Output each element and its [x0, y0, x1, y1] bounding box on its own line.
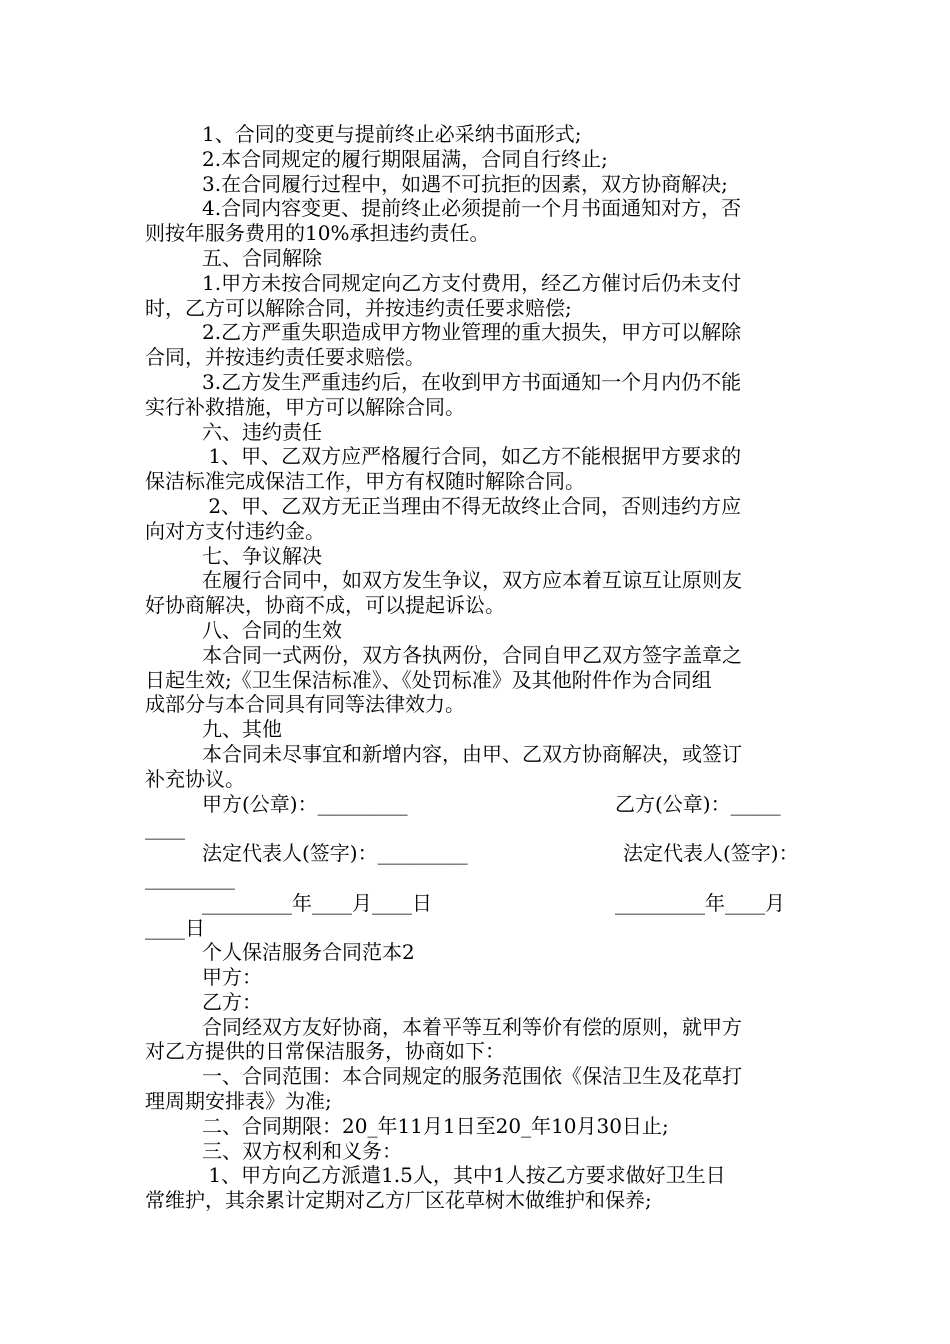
paragraph-line: 日起生效;《卫生保洁标准》、《处罚标准》及其他附件作为合同组 [145, 667, 712, 692]
paragraph-line: 4.合同内容变更、提前终止必须提前一个月书面通知对方，否 [202, 196, 742, 221]
paragraph-line: 2、甲、乙双方无正当理由不得无故终止合同，否则违约方应 [202, 493, 742, 518]
party-b-representative-continuation: _________ [145, 865, 235, 890]
party-a-seal: 甲方(公章)：_________ [202, 791, 408, 816]
paragraph-line: 乙方： [202, 989, 262, 1014]
paragraph-line: 一、合同范围：本合同规定的服务范围依《保洁卫生及花草打 [202, 1064, 742, 1089]
paragraph-line: 合同经双方友好协商，本着平等互利等价有偿的原则，就甲方 [202, 1014, 742, 1039]
paragraph-line: 2.本合同规定的履行期限届满，合同自行终止; [202, 146, 608, 171]
signature-rep-row [145, 841, 815, 866]
paragraph-line: 理周期安排表》为准; [145, 1089, 332, 1114]
party-a-representative: 法定代表人(签字)：_________ [202, 841, 468, 866]
paragraph-line: 五、合同解除 [202, 245, 322, 270]
paragraph-line: 实行补救措施，甲方可以解除合同。 [145, 394, 465, 419]
paragraph-line: 本合同未尽事宜和新增内容，由甲、乙双方协商解决，或签订 [202, 741, 742, 766]
paragraph-line: 八、合同的生效 [202, 617, 342, 642]
paragraph-line: 3.乙方发生严重违约后，在收到甲方书面通知一个月内仍不能 [202, 369, 742, 394]
paragraph-line: 对乙方提供的日常保洁服务，协商如下： [145, 1039, 505, 1064]
party-b-seal-continuation: ____ [145, 816, 185, 841]
document-page [145, 122, 815, 1213]
party-b-date: _________年____月 [615, 890, 785, 915]
paragraph-line: 好协商解决，协商不成，可以提起诉讼。 [145, 593, 505, 618]
contract-body-part2 [145, 940, 815, 1213]
paragraph-line: 1、甲、乙双方应严格履行合同，如乙方不能根据甲方要求的 [202, 444, 742, 469]
party-b-representative: 法定代表人(签字)： [623, 841, 799, 866]
party-a-date: _________年____月____日 [202, 890, 432, 915]
paragraph-line: 六、违约责任 [202, 419, 322, 444]
paragraph-line: 甲方： [202, 965, 262, 990]
paragraph-line: 三、双方权利和义务： [202, 1138, 402, 1163]
paragraph-line: 本合同一式两份，双方各执两份，合同自甲乙双方签字盖章之 [202, 642, 742, 667]
paragraph-line: 则按年服务费用的10%承担违约责任。 [145, 221, 490, 246]
paragraph-line: 在履行合同中，如双方发生争议，双方应本着互谅互让原则友 [202, 568, 742, 593]
paragraph-line: 3.在合同履行过程中，如遇不可抗拒的因素，双方协商解决; [202, 171, 728, 196]
paragraph-line: 时，乙方可以解除合同，并按违约责任要求赔偿; [145, 295, 572, 320]
paragraph-line: 1.甲方未按合同规定向乙方支付费用，经乙方催讨后仍未支付 [202, 270, 742, 295]
paragraph-line: 向对方支付违约金。 [145, 518, 325, 543]
signature-date-row [145, 891, 815, 916]
paragraph-line: 1、甲方向乙方派遣1.5人，其中1人按乙方要求做好卫生日 [202, 1163, 726, 1188]
paragraph-line: 保洁标准完成保洁工作，甲方有权随时解除合同。 [145, 469, 585, 494]
paragraph-line: 个人保洁服务合同范本2 [202, 940, 415, 965]
paragraph-line: 合同，并按违约责任要求赔偿。 [145, 345, 425, 370]
contract-body-part1 [145, 122, 815, 792]
paragraph-line: 2.乙方严重失职造成甲方物业管理的重大损失，甲方可以解除 [202, 320, 742, 345]
paragraph-line: 1、合同的变更与提前终止必采纳书面形式; [202, 122, 582, 146]
paragraph-line: 七、争议解决 [202, 543, 322, 568]
party-b-date-continuation: ____日 [145, 915, 205, 940]
party-b-seal: 乙方(公章)：_____ [615, 791, 781, 816]
signature-seal-row [145, 792, 815, 817]
paragraph-line: 九、其他 [202, 717, 282, 742]
paragraph-line: 补充协议。 [145, 766, 245, 791]
paragraph-line: 常维护，其余累计定期对乙方厂区花草树木做维护和保养; [145, 1188, 652, 1213]
paragraph-line: 成部分与本合同具有同等法律效力。 [145, 692, 465, 717]
paragraph-line: 二、合同期限：20_年11月1日至20_年10月30日止; [202, 1113, 669, 1138]
